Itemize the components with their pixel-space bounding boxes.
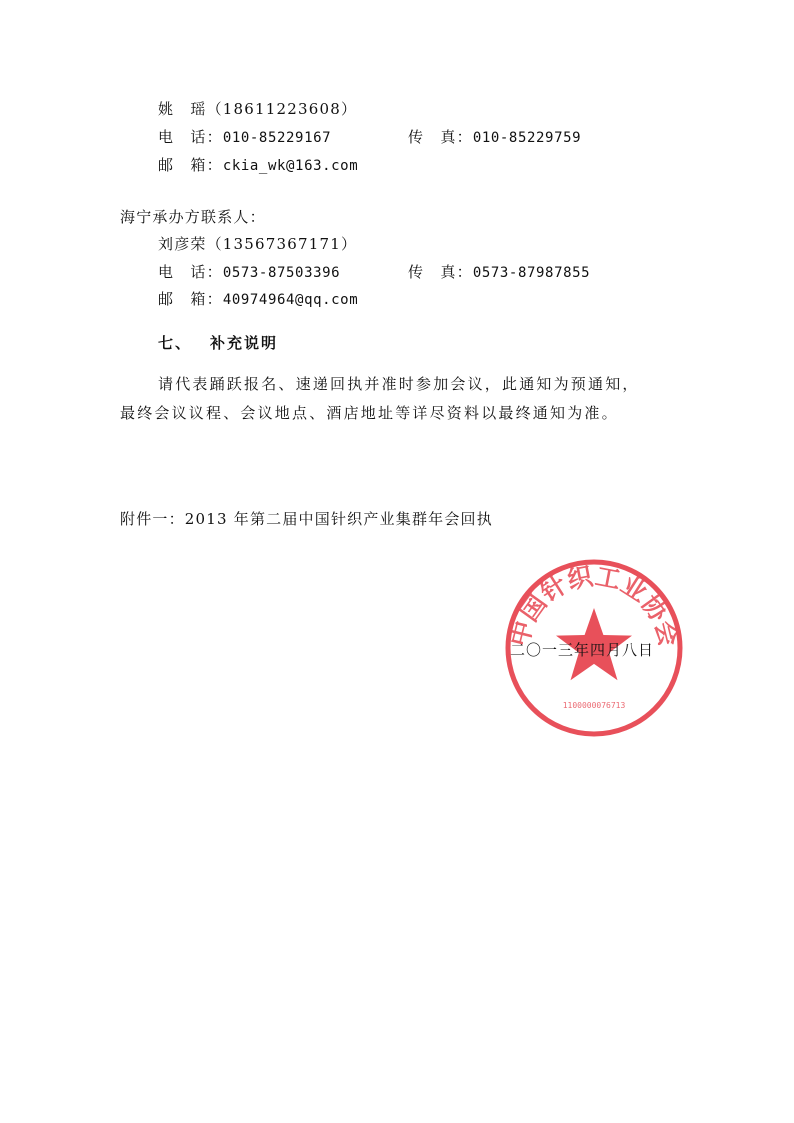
phone-number: 0573-87503396 (222, 265, 341, 281)
email-label: 邮 箱： (158, 156, 223, 174)
seal-code: 1100000076713 (562, 701, 626, 710)
contact-person-yao: 姚 瑶（18611223608） (158, 100, 358, 118)
section-paragraph-line1: 请代表踊跃报名、速递回执并准时参加会议，此通知为预通知， (158, 375, 640, 393)
contact-person-liu: 刘彦荣（13567367171） (158, 235, 358, 253)
seal-org-name: 中国针织工业协会 (504, 561, 684, 650)
haining-email-row (158, 289, 358, 310)
section-paragraph-line2: 最终会议议程、会议地点、酒店地址等详尽资料以最终通知为准。 (120, 404, 619, 422)
email-address: ckia_wk@163.com (222, 158, 359, 174)
phone-label: 电 话： (158, 263, 223, 281)
document-date: 二〇一三年四月八日 (510, 641, 655, 659)
phone-label: 电 话： (158, 128, 223, 146)
fax-number: 0573-87987855 (472, 265, 591, 281)
phone-number: 010-85229167 (222, 130, 332, 146)
contact-email-row (158, 155, 358, 176)
attachment-line: 附件一：2013 年第二届中国针织产业集群年会回执 (120, 510, 493, 528)
section-title: 补充说明 (210, 334, 279, 352)
contact-phone-row (158, 127, 638, 148)
fax-label: 传 真： (408, 128, 473, 146)
email-label: 邮 箱： (158, 290, 223, 308)
haining-contact-heading: 海宁承办方联系人： (120, 208, 266, 226)
section-heading-7 (158, 333, 278, 353)
fax-label: 传 真： (408, 263, 473, 281)
section-number: 七、 (158, 334, 193, 352)
email-address: 40974964@qq.com (222, 292, 359, 308)
fax-number: 010-85229759 (472, 130, 582, 146)
haining-phone-row (158, 262, 638, 283)
